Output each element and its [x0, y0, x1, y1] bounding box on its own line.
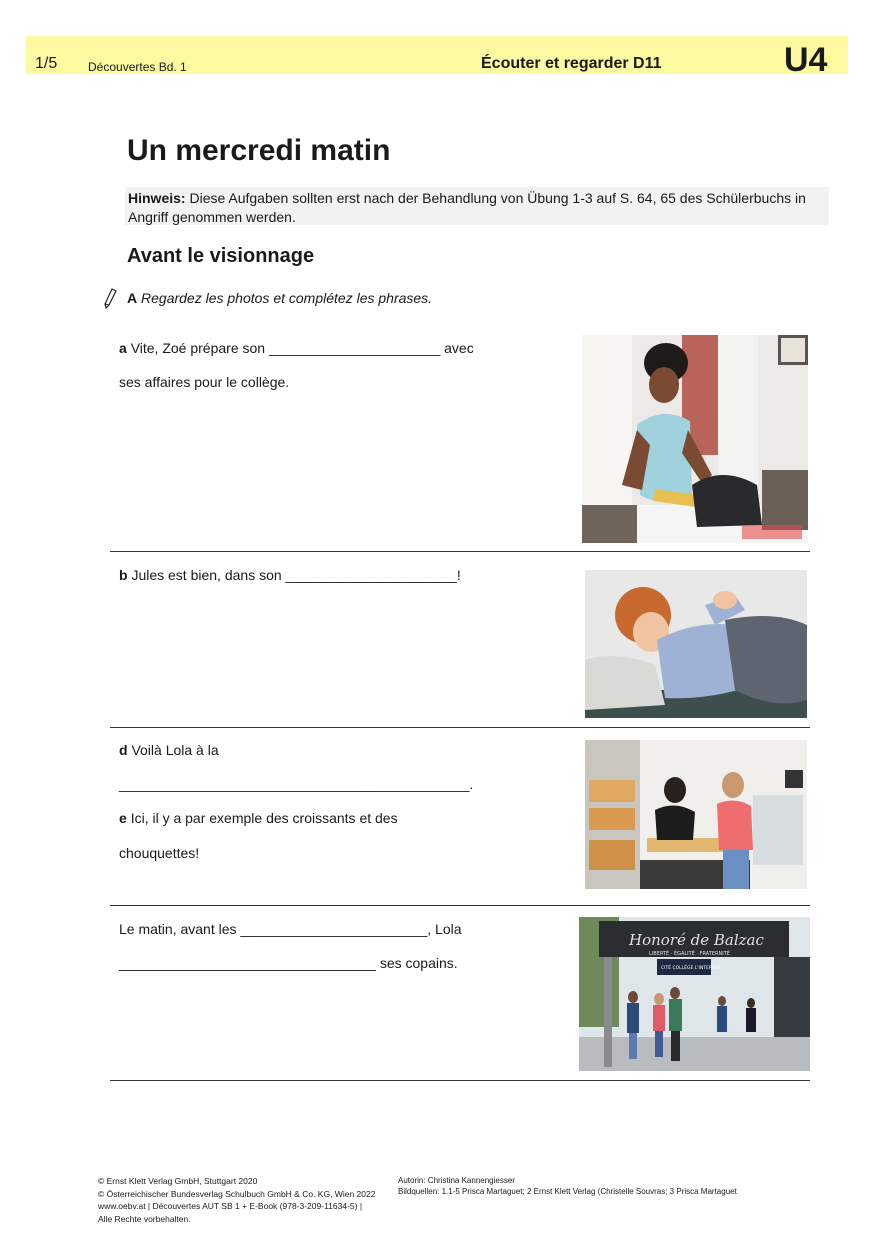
hint-label: Hinweis:: [128, 190, 186, 206]
school-sign-school: CITÉ COLLÈGE L'INTERNAT: [661, 966, 721, 971]
book-title: Découvertes Bd. 1: [88, 60, 187, 74]
page-title: Un mercredi matin: [127, 134, 391, 167]
footer-image-credits: Bildquellen: 1.1-5 Prisca Martaguet; 2 Ernst Klett Verlag (Christelle Souvras; 3 Prisca Martaguet: [398, 1187, 737, 1196]
item-e-line1: [119, 810, 398, 826]
footer-line: © Österreichischer Bundesverlag Schulbuch GmbH & Co. KG, Wien 2022: [98, 1188, 376, 1199]
footer-line: www.oebv.at | Découvertes AUT SB 1 + E-Book (978-3-209-11634-5) |: [98, 1201, 363, 1211]
pencil-icon: [103, 288, 117, 310]
unit-label: U4: [784, 41, 828, 79]
item-e-text: Ici, il y a par exemple des croissants et des: [130, 810, 398, 826]
hint-box: [125, 187, 829, 225]
footer-line: Alle Rechte vorbehalten.: [98, 1213, 191, 1224]
footer-credits: [398, 1175, 737, 1197]
footer-author: Autorin: Christina Kannengiesser: [398, 1176, 515, 1185]
item-d-line2: _____________________________________________.: [119, 776, 474, 792]
item-d-letter: d: [119, 742, 128, 758]
school-sign-motto: LIBERTÉ · ÉGALITÉ · FRATERNITÉ: [649, 951, 730, 957]
footer-line: © Ernst Klett Verlag GmbH, Stuttgart 2020: [98, 1176, 258, 1186]
divider: [110, 727, 810, 728]
item-a-line2: ses affaires pour le collège.: [119, 374, 290, 390]
photo-girl-packing-bag: [582, 335, 808, 543]
divider: [110, 1080, 810, 1081]
item-d-line1: [119, 742, 219, 758]
hint-text: Diese Aufgaben sollten erst nach der Behandlung von Übung 1-3 auf S. 64, 65 des Schülerbuchs in Angriff genommen werden.: [128, 190, 806, 225]
page-number: 1/5: [35, 55, 58, 72]
footer-copyright: [98, 1175, 375, 1225]
item-a-text: Vite, Zoé prépare son ______________________ avec: [130, 340, 474, 356]
school-sign-name: Honoré de Balzac: [629, 931, 764, 949]
exercise-instruction: [127, 290, 432, 306]
section-title: Avant le visionnage: [127, 245, 315, 267]
item-b-letter: b: [119, 567, 128, 583]
item-e-letter: e: [119, 810, 127, 826]
divider: [110, 905, 810, 906]
photo-school-entrance: [579, 917, 810, 1071]
item-f-line1: Le matin, avant les ________________________, Lola: [119, 921, 462, 937]
exercise-letter: A: [127, 290, 138, 306]
item-f-line2: _________________________________ ses copains.: [119, 955, 458, 971]
item-a-line1: [119, 340, 474, 356]
divider: [110, 551, 810, 552]
item-b-line1: [119, 567, 461, 583]
photo-boy-in-bed: [585, 570, 807, 718]
item-b-text: Jules est bien, dans son ______________________!: [131, 567, 461, 583]
photo-bakery: [585, 740, 807, 889]
page-header: [26, 36, 848, 79]
item-e-line2: chouquettes!: [119, 845, 200, 861]
exercise-text: Regardez les photos et complétez les phrases.: [141, 290, 433, 306]
item-d-text: Voilà Lola à la: [131, 742, 219, 758]
section-label: Écouter et regarder D11: [481, 55, 662, 72]
item-a-letter: a: [119, 340, 127, 356]
